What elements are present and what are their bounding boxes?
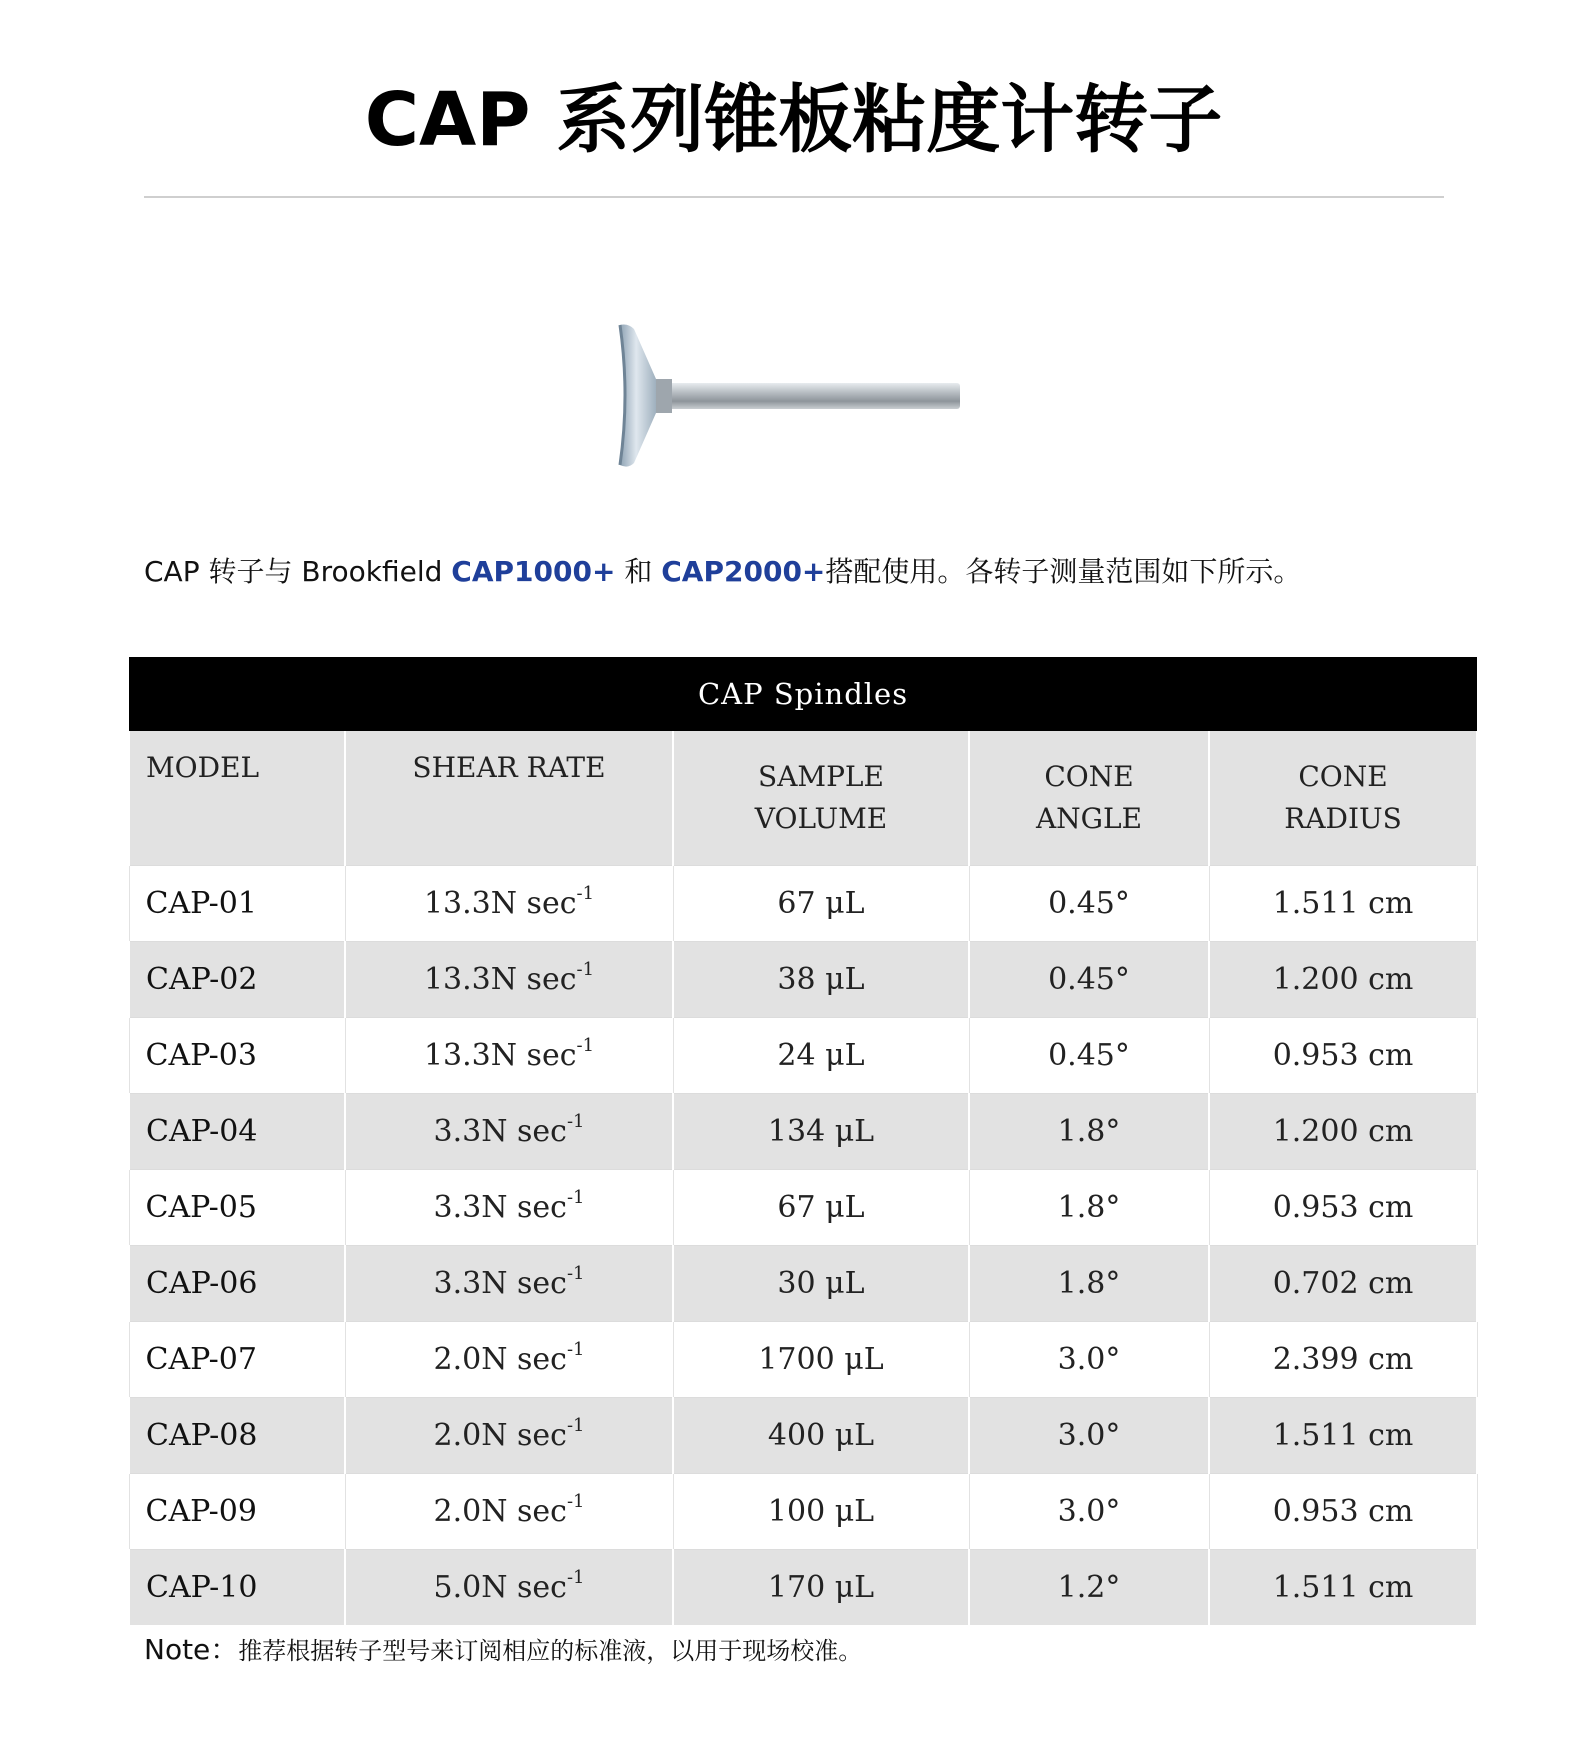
shear-value: 2.0N (433, 1342, 508, 1377)
cell-cone-radius: 1.511 cm (1209, 866, 1477, 942)
cell-cone-angle: 1.8° (969, 1170, 1209, 1246)
shear-unit: sec (517, 1570, 567, 1605)
cell-cone-radius: 1.200 cm (1209, 1094, 1477, 1170)
shear-exponent: -1 (566, 1111, 585, 1132)
cell-shear-rate (345, 1398, 673, 1474)
shear-exponent: -1 (566, 1263, 585, 1284)
cell-cone-radius: 0.953 cm (1209, 1474, 1477, 1550)
header-cone-angle-line2: ANGLE (1035, 802, 1143, 835)
shear-exponent: -1 (576, 1035, 595, 1056)
cell-sample-volume: 100 μL (673, 1474, 969, 1550)
header-cone-angle (969, 731, 1209, 866)
header-cone-angle-line1: CONE (1044, 760, 1134, 793)
cell-sample-volume: 30 μL (673, 1246, 969, 1322)
cell-model: CAP-03 (129, 1018, 345, 1094)
cell-model: CAP-02 (129, 942, 345, 1018)
cell-cone-radius: 2.399 cm (1209, 1322, 1477, 1398)
cell-cone-angle: 3.0° (969, 1322, 1209, 1398)
shear-unit: sec (517, 1266, 567, 1301)
table-row (129, 866, 1477, 942)
footnote (144, 1630, 862, 1671)
shear-unit: sec (517, 1342, 567, 1377)
table-row (129, 942, 1477, 1018)
shear-value: 3.3N (433, 1114, 508, 1149)
shear-value: 2.0N (433, 1494, 508, 1529)
model-link-cap2000[interactable]: CAP2000+ (661, 555, 826, 588)
intro-joiner: 和 (615, 555, 662, 588)
page-title: CAP 系列锥板粘度计转子 (364, 77, 1223, 163)
header-cone-radius-line2: RADIUS (1284, 802, 1402, 835)
cell-sample-volume: 67 μL (673, 866, 969, 942)
cell-cone-angle: 3.0° (969, 1474, 1209, 1550)
header-model: MODEL (129, 731, 345, 866)
cell-model: CAP-04 (129, 1094, 345, 1170)
shear-unit: sec (517, 1114, 567, 1149)
shear-exponent: -1 (566, 1339, 585, 1360)
table-row (129, 1094, 1477, 1170)
cell-model: CAP-10 (129, 1550, 345, 1626)
shear-exponent: -1 (566, 1491, 585, 1512)
cell-cone-radius: 1.511 cm (1209, 1550, 1477, 1626)
shear-unit: sec (526, 886, 577, 921)
cell-sample-volume: 67 μL (673, 1170, 969, 1246)
shear-unit: sec (526, 962, 577, 997)
table-row (129, 1018, 1477, 1094)
note-label: Note： (144, 1633, 239, 1666)
cell-shear-rate (345, 1246, 673, 1322)
cell-cone-radius: 0.953 cm (1209, 1018, 1477, 1094)
shear-unit: sec (517, 1494, 567, 1529)
spindle-spec-table (128, 657, 1478, 1625)
table-header-row (129, 731, 1477, 866)
intro-text (144, 552, 1301, 592)
title-divider (144, 196, 1444, 198)
shear-value: 5.0N (433, 1570, 508, 1605)
table-row (129, 1246, 1477, 1322)
cell-shear-rate (345, 1018, 673, 1094)
shear-exponent: -1 (566, 1415, 585, 1436)
shear-value: 13.3N (423, 962, 517, 997)
table-row (129, 1170, 1477, 1246)
shear-exponent: -1 (576, 883, 595, 904)
shear-exponent: -1 (566, 1567, 585, 1588)
cone-spindle-icon (610, 315, 970, 475)
table-row (129, 1550, 1477, 1626)
shear-value: 3.3N (433, 1266, 508, 1301)
cell-cone-angle: 1.8° (969, 1246, 1209, 1322)
cell-shear-rate (345, 1322, 673, 1398)
cell-cone-radius: 0.953 cm (1209, 1170, 1477, 1246)
table-row (129, 1474, 1477, 1550)
cell-model: CAP-07 (129, 1322, 345, 1398)
header-sample-volume-line2: VOLUME (754, 802, 888, 835)
shear-value: 2.0N (433, 1418, 508, 1453)
shear-exponent: -1 (566, 1187, 585, 1208)
shear-unit: sec (517, 1190, 567, 1225)
cell-cone-radius: 1.200 cm (1209, 942, 1477, 1018)
cell-cone-angle: 1.2° (969, 1550, 1209, 1626)
cell-model: CAP-01 (129, 866, 345, 942)
header-sample-volume-line1: SAMPLE (758, 760, 884, 793)
note-text: 推荐根据转子型号来订阅相应的标准液，以用于现场校准。 (238, 1637, 863, 1665)
table-caption: CAP Spindles (129, 657, 1477, 731)
cell-shear-rate (345, 1474, 673, 1550)
cell-shear-rate (345, 1094, 673, 1170)
header-cone-radius-line1: CONE (1298, 760, 1388, 793)
header-cone-radius (1209, 731, 1477, 866)
cell-cone-angle: 0.45° (969, 942, 1209, 1018)
cell-shear-rate (345, 866, 673, 942)
cell-cone-angle: 0.45° (969, 1018, 1209, 1094)
shear-unit: sec (526, 1038, 577, 1073)
cell-shear-rate (345, 1550, 673, 1626)
cell-model: CAP-05 (129, 1170, 345, 1246)
shear-value: 13.3N (423, 886, 517, 921)
cell-sample-volume: 170 μL (673, 1550, 969, 1626)
shear-exponent: -1 (576, 959, 595, 980)
cell-model: CAP-09 (129, 1474, 345, 1550)
cell-model: CAP-06 (129, 1246, 345, 1322)
cell-shear-rate (345, 1170, 673, 1246)
cell-model: CAP-08 (129, 1398, 345, 1474)
cell-sample-volume: 134 μL (673, 1094, 969, 1170)
cell-cone-radius: 1.511 cm (1209, 1398, 1477, 1474)
intro-suffix: 搭配使用。各转子测量范围如下所示。 (825, 555, 1302, 588)
cell-sample-volume: 1700 μL (673, 1322, 969, 1398)
shear-value: 3.3N (433, 1190, 508, 1225)
cell-cone-angle: 0.45° (969, 866, 1209, 942)
cell-sample-volume: 38 μL (673, 942, 969, 1018)
table-row (129, 1322, 1477, 1398)
cell-cone-radius: 0.702 cm (1209, 1246, 1477, 1322)
header-shear-rate: SHEAR RATE (345, 731, 673, 866)
cell-cone-angle: 3.0° (969, 1398, 1209, 1474)
cell-cone-angle: 1.8° (969, 1094, 1209, 1170)
cell-shear-rate (345, 942, 673, 1018)
cell-sample-volume: 24 μL (673, 1018, 969, 1094)
table-row (129, 1398, 1477, 1474)
shear-value: 13.3N (423, 1038, 517, 1073)
header-sample-volume (673, 731, 969, 866)
shear-unit: sec (517, 1418, 567, 1453)
cell-sample-volume: 400 μL (673, 1398, 969, 1474)
intro-prefix: CAP 转子与 Brookfield (144, 555, 452, 588)
model-link-cap1000[interactable]: CAP1000+ (451, 555, 616, 588)
